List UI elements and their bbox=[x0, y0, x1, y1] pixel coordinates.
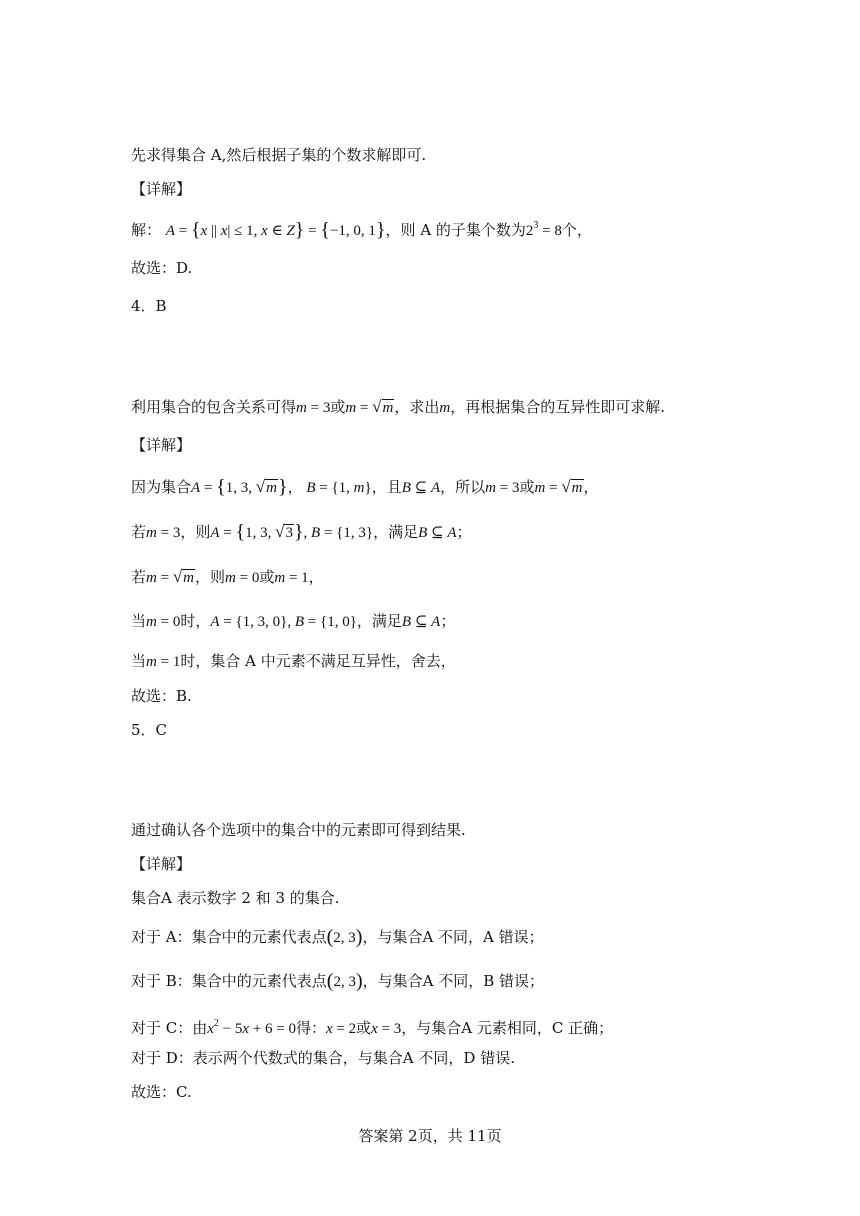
q4-detail-label: 【详解】 bbox=[131, 436, 192, 454]
q5-option-d: 对于 D：表示两个代数式的集合，与集合A 不同，D 错误. bbox=[131, 1049, 515, 1067]
q5-analysis: 通过确认各个选项中的集合中的元素即可得到结果. bbox=[131, 821, 466, 839]
q5-option-b: 对于 B：集合中的元素代表点(2, 3)，与集合A 不同，B 错误； bbox=[131, 970, 545, 992]
q5-option-a: 对于 A：集合中的元素代表点(2, 3)，与集合A 不同，A 错误； bbox=[131, 926, 544, 948]
q3-analysis: 先求得集合 A,然后根据子集的个数求解即可. bbox=[131, 146, 427, 164]
q5-detail-label: 【详解】 bbox=[131, 855, 192, 873]
q4-line3: 若m = √m，则m = 0或m = 1， bbox=[131, 567, 324, 586]
q3-solution: 解： A = {x || x| ≤ 1, x ∈ Z} = {−1, 0, 1}，则 A 的子集个数为$2^3 = 8$个， bbox=[131, 219, 592, 241]
q5-number: 5．C bbox=[131, 721, 168, 739]
q4-line1: 因为集合A = {1, 3, √m}， B = {1, m}，且B ⊆ A，所以m = 3或m = √m， bbox=[131, 476, 599, 498]
q5-conclusion: 故选：C. bbox=[131, 1083, 192, 1101]
q3-power: $2^3 = 8$ bbox=[525, 220, 562, 239]
q3-conclusion: 故选：D. bbox=[131, 259, 193, 277]
q3-detail-label: 【详解】 bbox=[131, 180, 192, 198]
q5-intro: 集合A 表示数字 2 和 3 的集合. bbox=[131, 889, 340, 907]
q3-formula: A = {x || x| ≤ 1, x ∈ Z} = {−1, 0, 1} bbox=[165, 219, 386, 241]
q4-number: 4．B bbox=[131, 297, 167, 315]
q4-conclusion: 故选：B. bbox=[131, 687, 192, 705]
q4-analysis: 利用集合的包含关系可得m = 3或m = √m，求出m，再根据集合的互异性即可求解. bbox=[131, 397, 665, 416]
q4-line5: 当m = 1时，集合 A 中元素不满足互异性，舍去， bbox=[131, 652, 456, 670]
q4-line2: 若m = 3，则A = {1, 3, √3}, B = {1, 3}，满足B ⊆ A； bbox=[131, 521, 472, 543]
page-footer: 答案第 2页，共 11页 bbox=[358, 1127, 502, 1145]
q4-line4: 当m = 0时，A = {1, 3, 0}, B = {1, 0}，满足B ⊆ A； bbox=[131, 612, 456, 630]
q5-option-c: 对于 C：由$x^2 - 5x + 6 = 0$得：x = 2或x = 3，与集合A 元素相同，C 正确； bbox=[131, 1018, 614, 1037]
